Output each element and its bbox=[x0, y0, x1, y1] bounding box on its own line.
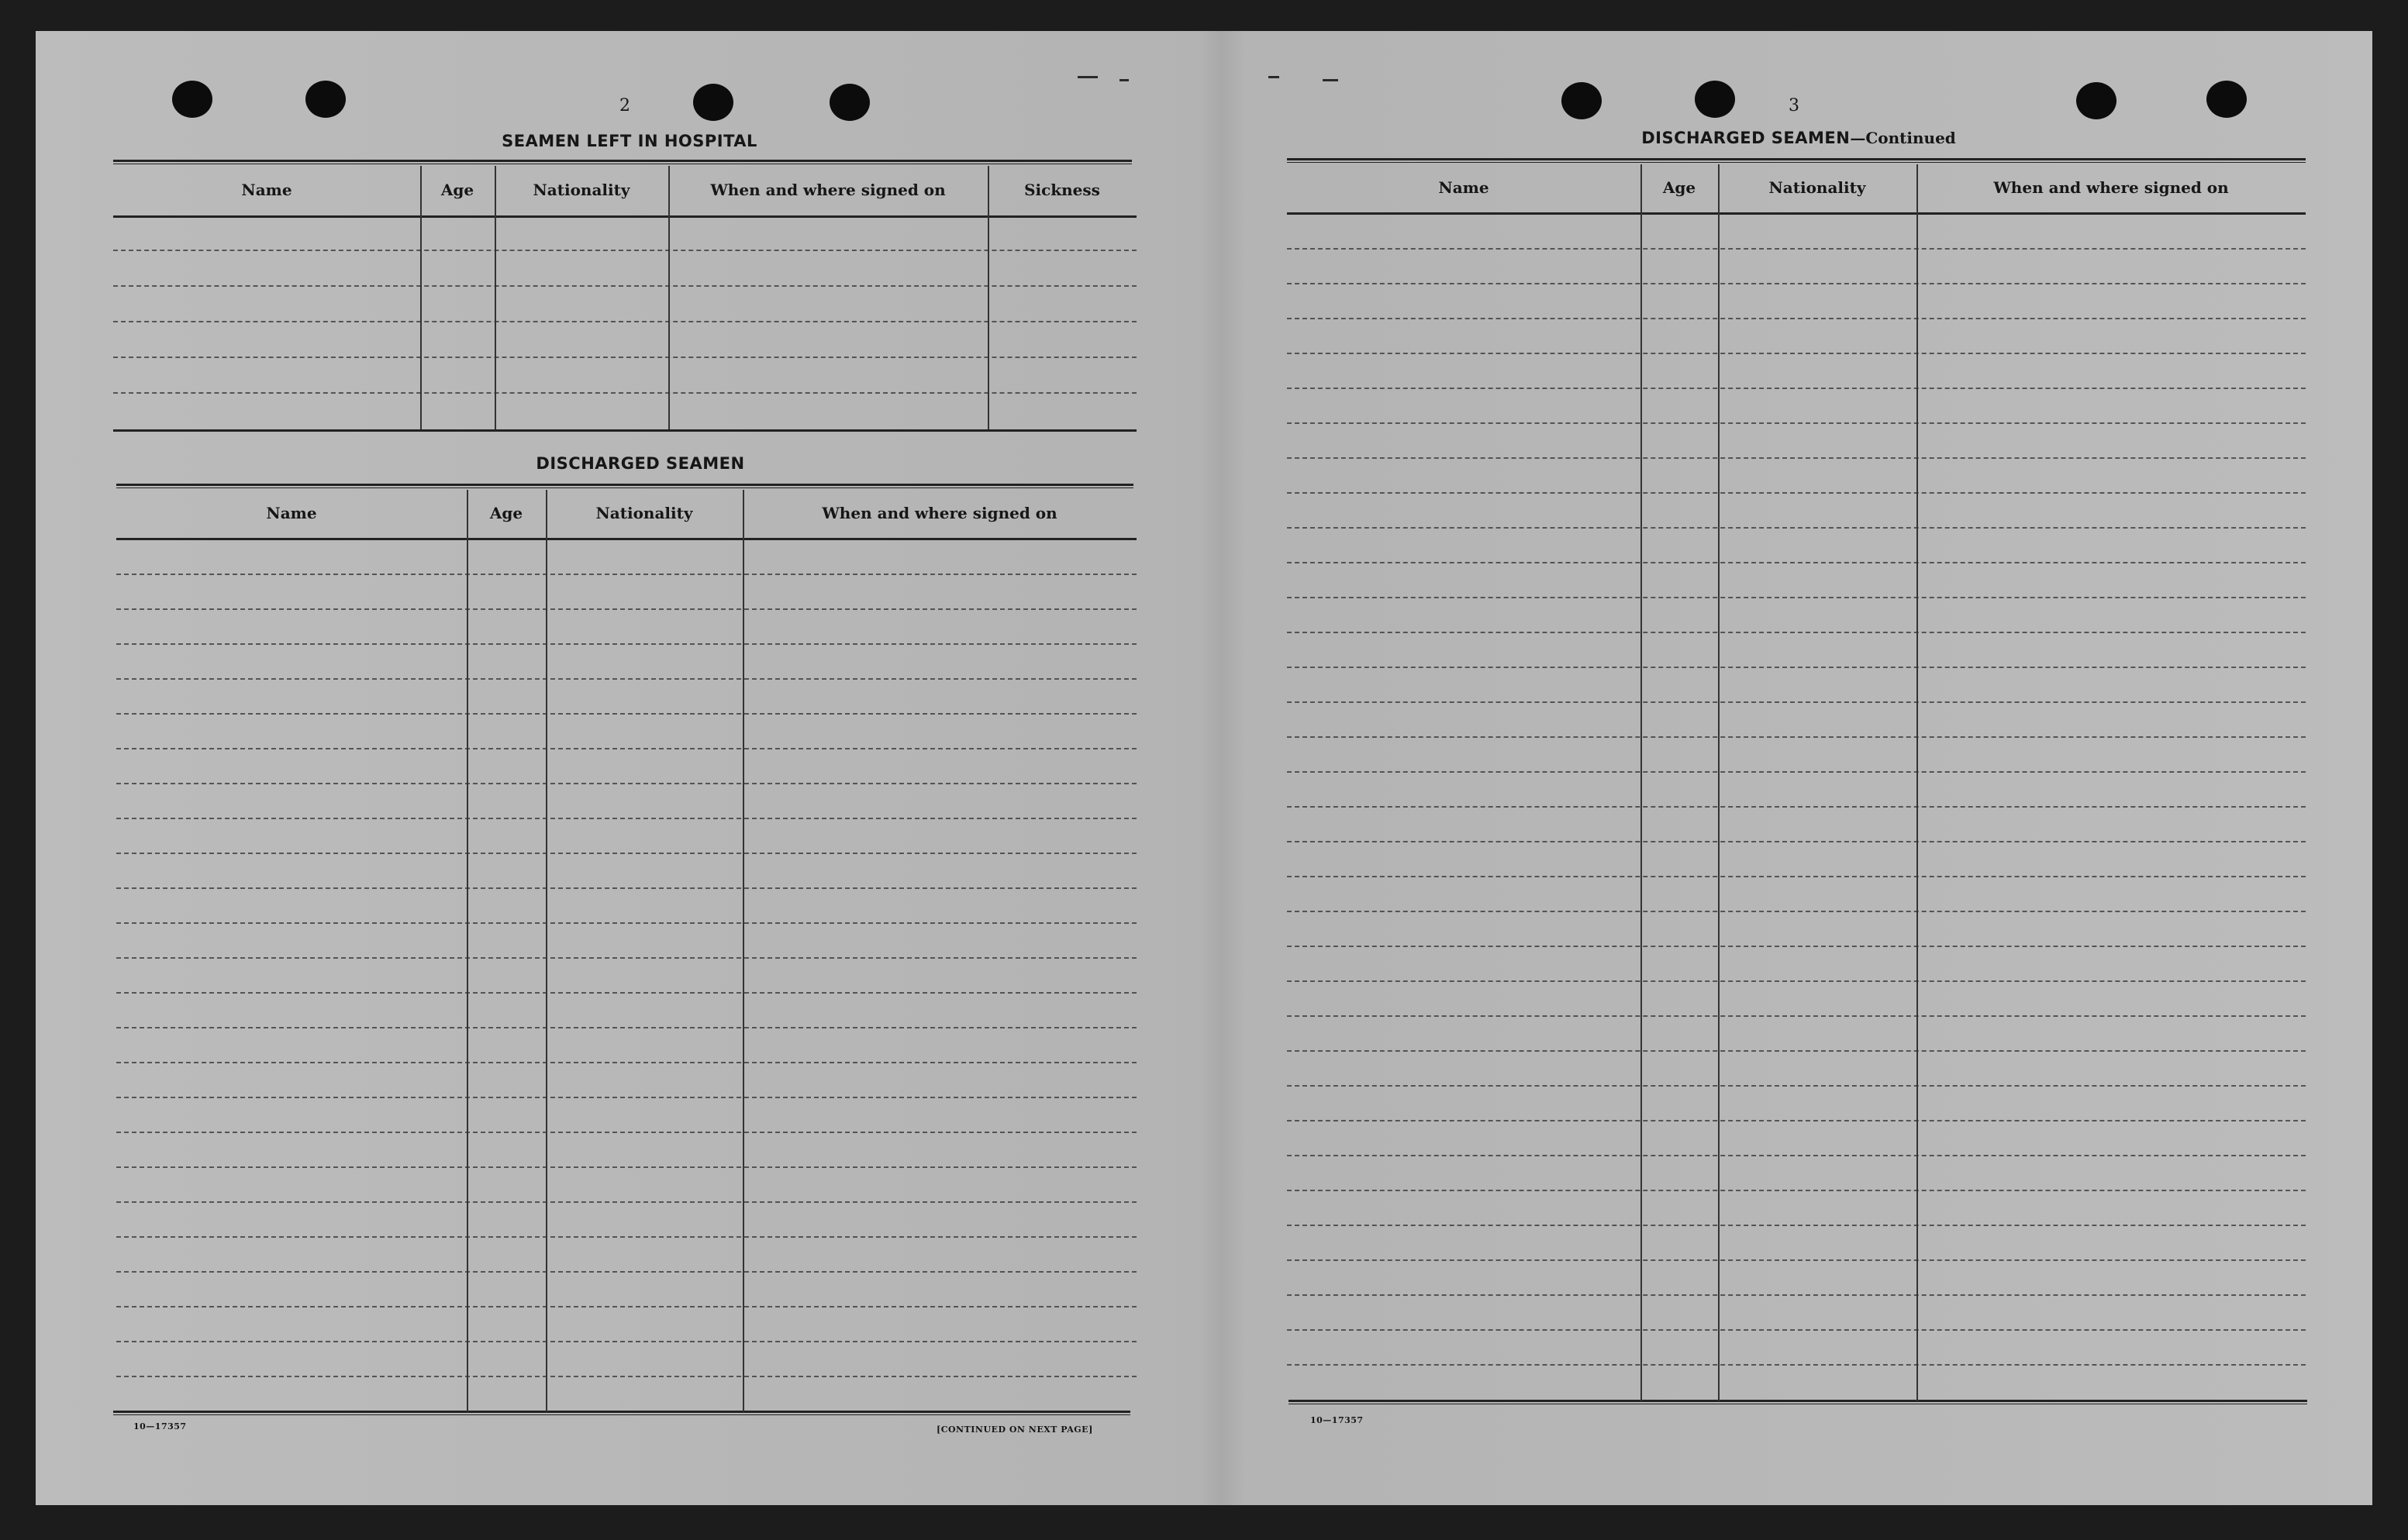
right-discharged-table-row bbox=[1287, 283, 2306, 284]
discharged-table-row bbox=[116, 783, 1137, 784]
discharged-table-row bbox=[116, 1236, 1137, 1238]
right-discharged-table-row bbox=[1287, 701, 2306, 703]
discharged-table-row bbox=[116, 1306, 1137, 1307]
discharged-header-when-and-where-signed-on: When and where signed on bbox=[822, 504, 1057, 522]
right-discharged-table-row bbox=[1287, 806, 2306, 808]
left-page-number: 2 bbox=[619, 96, 630, 115]
right-discharged-table-row bbox=[1287, 911, 2306, 912]
right-discharged-table-row bbox=[1287, 1225, 2306, 1226]
right-discharged-header-when-and-where-signed-on: When and where signed on bbox=[1993, 178, 2229, 197]
right-discharged-table-row bbox=[1287, 1364, 2306, 1366]
discharged-table-row bbox=[116, 992, 1137, 994]
right-discharged-table-row bbox=[1287, 736, 2306, 738]
right-discharged-table-row bbox=[1287, 318, 2306, 319]
discharged-column-divider bbox=[743, 490, 744, 1412]
ink-speck bbox=[1119, 79, 1129, 81]
hospital-table-row bbox=[113, 357, 1137, 358]
discharged-table-row bbox=[116, 1201, 1137, 1203]
discharged-table-row bbox=[116, 1062, 1137, 1063]
discharged-header-rule bbox=[116, 538, 1137, 540]
binder-hole bbox=[1561, 82, 1602, 119]
discharged-table-row bbox=[116, 1097, 1137, 1098]
hospital-column-divider bbox=[495, 166, 496, 431]
right-discharged-table-row bbox=[1287, 1190, 2306, 1191]
discharged-header-nationality: Nationality bbox=[595, 504, 693, 522]
binder-hole bbox=[172, 81, 212, 118]
right-discharged-table-row bbox=[1287, 1259, 2306, 1261]
hospital-column-divider bbox=[988, 166, 989, 431]
left-bottom-rule bbox=[113, 1411, 1130, 1415]
page-spine bbox=[1199, 31, 1245, 1505]
hospital-header-sickness: Sickness bbox=[1024, 181, 1100, 199]
right-discharged-table-row bbox=[1287, 667, 2306, 668]
right-discharged-table-row bbox=[1287, 1294, 2306, 1296]
hospital-header-name: Name bbox=[241, 181, 292, 199]
right-discharged-table-row bbox=[1287, 632, 2306, 633]
binder-hole bbox=[693, 84, 733, 121]
discharged-table-row bbox=[116, 957, 1137, 959]
discharged-table-row bbox=[116, 887, 1137, 889]
right-top-rule bbox=[1287, 158, 2306, 163]
right-discharged-table-row bbox=[1287, 1085, 2306, 1087]
right-discharged-table-row bbox=[1287, 422, 2306, 424]
discharged-header-name: Name bbox=[266, 504, 317, 522]
right-discharged-column-divider bbox=[1916, 164, 1918, 1401]
binder-hole bbox=[1695, 81, 1735, 118]
hospital-top-rule bbox=[113, 160, 1132, 164]
right-discharged-table-row bbox=[1287, 771, 2306, 773]
discharged-table-row bbox=[116, 574, 1137, 575]
binder-hole bbox=[2076, 82, 2116, 119]
discharged-table-row bbox=[116, 678, 1137, 680]
discharged-column-divider bbox=[546, 490, 547, 1412]
right-discharged-header-age: Age bbox=[1662, 178, 1696, 197]
hospital-table-row bbox=[113, 250, 1137, 251]
right-discharged-table-row bbox=[1287, 388, 2306, 389]
hospital-column-divider bbox=[668, 166, 670, 431]
discharged-table-row bbox=[116, 748, 1137, 749]
hospital-header-age: Age bbox=[440, 181, 474, 199]
binder-hole bbox=[305, 81, 346, 118]
right-discharged-table-row bbox=[1287, 1120, 2306, 1121]
binder-hole bbox=[2206, 81, 2247, 118]
right-discharged-table-row bbox=[1287, 1050, 2306, 1052]
ink-speck bbox=[1268, 76, 1279, 78]
hospital-header-nationality: Nationality bbox=[533, 181, 630, 199]
discharged-top-rule bbox=[116, 484, 1133, 488]
discharged-table-row bbox=[116, 1166, 1137, 1168]
right-discharged-column-divider bbox=[1718, 164, 1720, 1401]
discharged-column-divider bbox=[467, 490, 468, 1412]
discharged-table-row bbox=[116, 608, 1137, 610]
discharged-title: DISCHARGED SEAMEN bbox=[536, 454, 745, 473]
right-discharged-table-row bbox=[1287, 841, 2306, 842]
discharged-table-row bbox=[116, 818, 1137, 819]
right-discharged-table-row bbox=[1287, 876, 2306, 877]
continued-note: [CONTINUED ON NEXT PAGE] bbox=[937, 1425, 1093, 1435]
right-discharged-table-row bbox=[1287, 457, 2306, 459]
discharged-table-row bbox=[116, 922, 1137, 924]
right-discharged-table-row bbox=[1287, 248, 2306, 250]
right-discharged-table-row bbox=[1287, 980, 2306, 982]
binder-hole bbox=[830, 84, 870, 121]
discharged-table-row bbox=[116, 1341, 1137, 1342]
right-form-number: 10—17357 bbox=[1310, 1415, 1364, 1425]
hospital-header-when-and-where-signed-on: When and where signed on bbox=[710, 181, 946, 199]
discharged-table-row bbox=[116, 643, 1137, 645]
discharged-table-row bbox=[116, 1027, 1137, 1028]
hospital-table-row bbox=[113, 285, 1137, 287]
hospital-bottom-rule bbox=[113, 429, 1137, 432]
right-discharged-table-row bbox=[1287, 1329, 2306, 1331]
discharged-table-row bbox=[116, 1271, 1137, 1273]
right-discharged-table-row bbox=[1287, 527, 2306, 529]
right-discharged-table-row bbox=[1287, 1155, 2306, 1156]
right-discharged-table-row bbox=[1287, 946, 2306, 947]
hospital-table-row bbox=[113, 392, 1137, 394]
right-discharged-table-row bbox=[1287, 1015, 2306, 1017]
discharged-header-age: Age bbox=[489, 504, 523, 522]
hospital-title: SEAMEN LEFT IN HOSPITAL bbox=[502, 132, 757, 150]
right-title-continued: —Continued bbox=[1850, 129, 1956, 147]
right-discharged-header-name: Name bbox=[1438, 178, 1489, 197]
discharged-table-row bbox=[116, 1132, 1137, 1133]
discharged-table-row bbox=[116, 1376, 1137, 1377]
right-discharged-table-row bbox=[1287, 597, 2306, 598]
right-page-number: 3 bbox=[1789, 96, 1799, 115]
discharged-table-row bbox=[116, 713, 1137, 715]
discharged-table-row bbox=[116, 853, 1137, 854]
right-title bbox=[1582, 129, 2016, 147]
right-bottom-rule bbox=[1289, 1400, 2307, 1404]
right-discharged-header-nationality: Nationality bbox=[1768, 178, 1866, 197]
right-title-main: DISCHARGED SEAMEN bbox=[1641, 129, 1851, 147]
hospital-header-rule bbox=[113, 215, 1137, 218]
ink-speck bbox=[1078, 76, 1098, 78]
right-discharged-table-row bbox=[1287, 353, 2306, 354]
right-discharged-table-row bbox=[1287, 562, 2306, 563]
hospital-table-row bbox=[113, 321, 1137, 322]
right-discharged-header-rule bbox=[1287, 212, 2306, 215]
ink-speck bbox=[1323, 79, 1338, 81]
right-discharged-table-row bbox=[1287, 492, 2306, 494]
document-spread bbox=[36, 31, 2372, 1505]
right-discharged-column-divider bbox=[1640, 164, 1642, 1401]
left-form-number: 10—17357 bbox=[133, 1421, 187, 1431]
hospital-column-divider bbox=[420, 166, 422, 431]
